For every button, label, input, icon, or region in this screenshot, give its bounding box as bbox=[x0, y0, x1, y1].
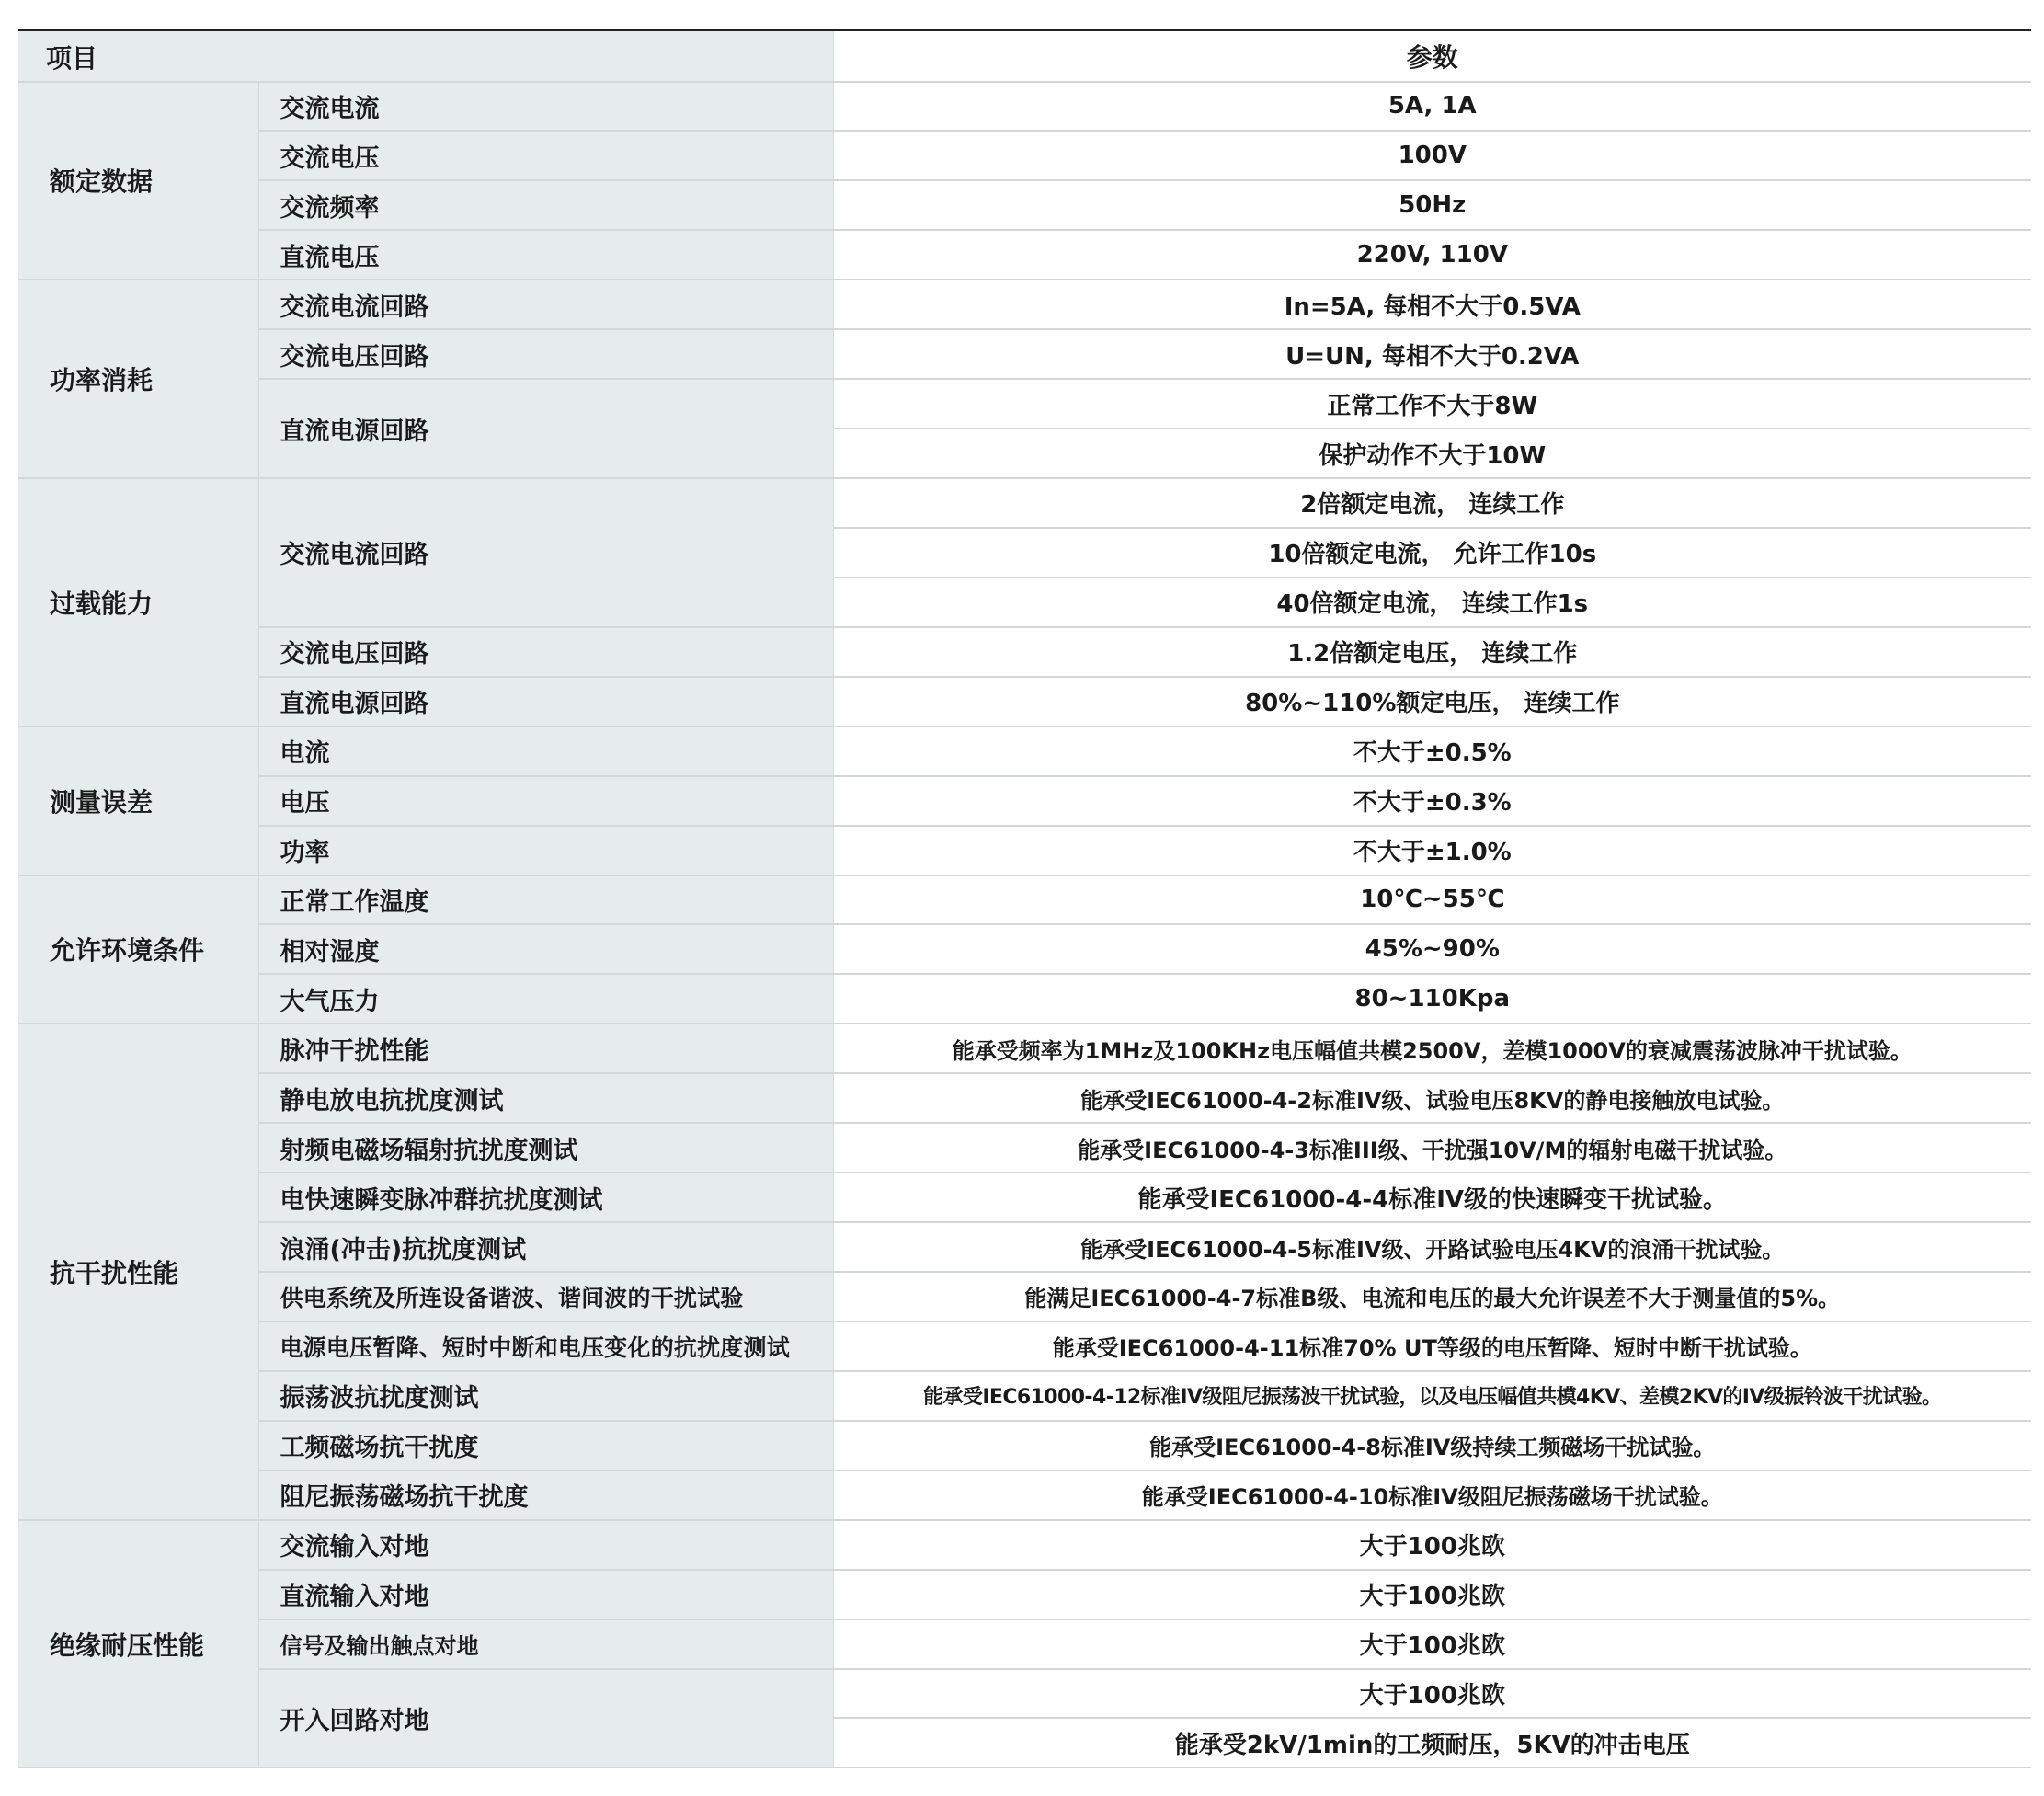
value-cell: 大于100兆欧 bbox=[833, 1570, 2031, 1619]
item-cell: 交流电压 bbox=[258, 131, 833, 180]
table-row bbox=[18, 726, 2031, 776]
category-cell: 抗干扰性能 bbox=[18, 1024, 258, 1519]
table-row bbox=[18, 1173, 2031, 1222]
table-row bbox=[18, 677, 2031, 726]
item-cell: 直流电源回路 bbox=[258, 379, 833, 478]
item-cell: 电源电压暂降、短时中断和电压变化的抗扰度测试 bbox=[258, 1321, 833, 1371]
item-cell: 交流频率 bbox=[258, 180, 833, 230]
value-cell: 不大于±1.0% bbox=[833, 826, 2031, 875]
table-row bbox=[18, 1371, 2031, 1421]
value-cell: 10℃~55℃ bbox=[833, 875, 2031, 925]
value-cell: 50Hz bbox=[833, 180, 2031, 230]
table-row bbox=[18, 280, 2031, 329]
table-row bbox=[18, 1570, 2031, 1619]
item-cell: 正常工作温度 bbox=[258, 875, 833, 925]
value-cell: 1.2倍额定电压， 连续工作 bbox=[833, 627, 2031, 677]
item-cell: 交流电压回路 bbox=[258, 627, 833, 677]
value-cell: 大于100兆欧 bbox=[833, 1520, 2031, 1570]
header-item: 项目 bbox=[18, 30, 833, 82]
value-cell: 100V bbox=[833, 131, 2031, 180]
table-row bbox=[18, 1321, 2031, 1371]
item-cell: 振荡波抗扰度测试 bbox=[258, 1371, 833, 1421]
table-row bbox=[18, 82, 2031, 132]
item-cell: 直流电压 bbox=[258, 230, 833, 280]
item-cell: 交流电压回路 bbox=[258, 329, 833, 379]
table-row bbox=[18, 1520, 2031, 1570]
item-cell: 电流 bbox=[258, 726, 833, 776]
spec-table bbox=[18, 29, 2031, 1768]
table-row bbox=[18, 875, 2031, 925]
value-cell: 能承受IEC61000-4-4标准IV级的快速瞬变干扰试验。 bbox=[833, 1173, 2031, 1222]
item-cell: 功率 bbox=[258, 826, 833, 875]
table-row bbox=[18, 379, 2031, 429]
table-row bbox=[18, 1123, 2031, 1173]
value-cell: In=5A, 每相不大于0.5VA bbox=[833, 280, 2031, 329]
table-row bbox=[18, 1222, 2031, 1272]
item-cell: 电压 bbox=[258, 776, 833, 826]
item-cell: 交流输入对地 bbox=[258, 1520, 833, 1570]
value-cell: 能承受IEC61000-4-11标准70% UT等级的电压暂降、短时中断干扰试验。 bbox=[833, 1321, 2031, 1371]
table-row bbox=[18, 826, 2031, 875]
value-cell: 不大于±0.3% bbox=[833, 776, 2031, 826]
table-row bbox=[18, 1073, 2031, 1123]
item-cell: 开入回路对地 bbox=[258, 1669, 833, 1768]
table-row bbox=[18, 1619, 2031, 1669]
value-cell: 能承受IEC61000-4-12标准IV级阻尼振荡波干扰试验，以及电压幅值共模4KV、差模2KV的IV级振铃波干扰试验。 bbox=[833, 1371, 2031, 1421]
value-cell: 大于100兆欧 bbox=[833, 1669, 2031, 1719]
item-cell: 相对湿度 bbox=[258, 924, 833, 974]
table-row bbox=[18, 478, 2031, 528]
item-cell: 交流电流回路 bbox=[258, 478, 833, 627]
item-cell: 脉冲干扰性能 bbox=[258, 1024, 833, 1073]
value-cell: U=UN, 每相不大于0.2VA bbox=[833, 329, 2031, 379]
item-cell: 射频电磁场辐射抗扰度测试 bbox=[258, 1123, 833, 1173]
item-cell: 供电系统及所连设备谐波、谐间波的干扰试验 bbox=[258, 1272, 833, 1321]
table-row bbox=[18, 974, 2031, 1024]
value-cell: 大于100兆欧 bbox=[833, 1619, 2031, 1669]
table-row bbox=[18, 1669, 2031, 1719]
table-row bbox=[18, 230, 2031, 280]
value-cell: 不大于±0.5% bbox=[833, 726, 2031, 776]
item-cell: 静电放电抗扰度测试 bbox=[258, 1073, 833, 1123]
value-cell: 能承受IEC61000-4-3标准III级、干扰强10V/M的辐射电磁干扰试验。 bbox=[833, 1123, 2031, 1173]
table-row bbox=[18, 329, 2031, 379]
table-row bbox=[18, 1470, 2031, 1520]
item-cell: 阻尼振荡磁场抗干扰度 bbox=[258, 1470, 833, 1520]
item-cell: 信号及输出触点对地 bbox=[258, 1619, 833, 1669]
category-cell: 测量误差 bbox=[18, 726, 258, 875]
item-cell: 直流电源回路 bbox=[258, 677, 833, 726]
header-param: 参数 bbox=[833, 30, 2031, 82]
table-row bbox=[18, 776, 2031, 826]
value-cell: 保护动作不大于10W bbox=[833, 429, 2031, 478]
header-row bbox=[18, 30, 2031, 82]
value-cell: 2倍额定电流， 连续工作 bbox=[833, 478, 2031, 528]
category-cell: 允许环境条件 bbox=[18, 875, 258, 1024]
value-cell: 能承受IEC61000-4-2标准IV级、试验电压8KV的静电接触放电试验。 bbox=[833, 1073, 2031, 1123]
item-cell: 工频磁场抗干扰度 bbox=[258, 1421, 833, 1470]
item-cell: 电快速瞬变脉冲群抗扰度测试 bbox=[258, 1173, 833, 1222]
item-cell: 大气压力 bbox=[258, 974, 833, 1024]
item-cell: 交流电流 bbox=[258, 82, 833, 132]
value-cell: 能承受频率为1MHz及100KHz电压幅值共模2500V，差模1000V的衰减震荡波脉冲干扰试验。 bbox=[833, 1024, 2031, 1073]
value-cell: 80~110Kpa bbox=[833, 974, 2031, 1024]
value-cell: 能承受2kV/1min的工频耐压，5KV的冲击电压 bbox=[833, 1718, 2031, 1767]
table-row bbox=[18, 180, 2031, 230]
value-cell: 5A, 1A bbox=[833, 82, 2031, 132]
value-cell: 能承受IEC61000-4-8标准IV级持续工频磁场干扰试验。 bbox=[833, 1421, 2031, 1470]
category-cell: 功率消耗 bbox=[18, 280, 258, 478]
item-cell: 交流电流回路 bbox=[258, 280, 833, 329]
value-cell: 正常工作不大于8W bbox=[833, 379, 2031, 429]
item-cell: 浪涌(冲击)抗扰度测试 bbox=[258, 1222, 833, 1272]
table-row bbox=[18, 131, 2031, 180]
category-cell: 绝缘耐压性能 bbox=[18, 1520, 258, 1768]
table-row bbox=[18, 1024, 2031, 1073]
value-cell: 能满足IEC61000-4-7标准B级、电流和电压的最大允许误差不大于测量值的5%。 bbox=[833, 1272, 2031, 1321]
value-cell: 能承受IEC61000-4-10标准IV级阻尼振荡磁场干扰试验。 bbox=[833, 1470, 2031, 1520]
value-cell: 40倍额定电流， 连续工作1s bbox=[833, 578, 2031, 627]
value-cell: 10倍额定电流， 允许工作10s bbox=[833, 528, 2031, 578]
value-cell: 45%~90% bbox=[833, 924, 2031, 974]
spec-table-body bbox=[18, 30, 2031, 1768]
value-cell: 能承受IEC61000-4-5标准IV级、开路试验电压4KV的浪涌干扰试验。 bbox=[833, 1222, 2031, 1272]
value-cell: 220V, 110V bbox=[833, 230, 2031, 280]
category-cell: 额定数据 bbox=[18, 82, 258, 280]
item-cell: 直流输入对地 bbox=[258, 1570, 833, 1619]
category-cell: 过载能力 bbox=[18, 478, 258, 726]
table-row bbox=[18, 1272, 2031, 1321]
table-row bbox=[18, 1421, 2031, 1470]
table-row bbox=[18, 924, 2031, 974]
table-row bbox=[18, 627, 2031, 677]
value-cell: 80%~110%额定电压， 连续工作 bbox=[833, 677, 2031, 726]
